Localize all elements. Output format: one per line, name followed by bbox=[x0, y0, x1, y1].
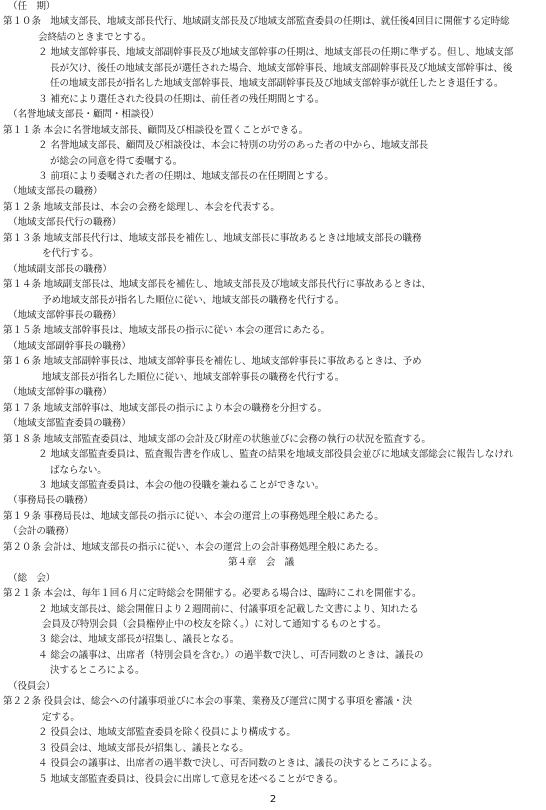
text-line: 第１９条 事務局長は、地域支部長の指示に従い、本会の運営上の事務処理全般にあたる。 bbox=[3, 510, 384, 522]
text-line: 定する。 bbox=[42, 711, 80, 723]
text-line: （地域支部長代行の職務） bbox=[8, 217, 122, 229]
text-line: を代行する。 bbox=[42, 248, 99, 260]
text-line: 第２０条 会計は、地域支部長の指示に従い、本会の運営上の会計事務処理全般にあたる。 bbox=[3, 541, 384, 553]
text-line: （名誉地域支部長・顧問・相談役） bbox=[8, 109, 160, 121]
text-line: ばならない。 bbox=[50, 464, 107, 476]
text-line: 長が欠け、後任の地域支部長が選任された場合、地域支部幹事長、地域支部副幹事長及び地域支部幹事は、後 bbox=[50, 62, 513, 74]
text-line: ５ 地域支部監査委員は、役員会に出席して意見を述べることができる。 bbox=[38, 773, 344, 785]
text-line: ３ 役員会は、地域支部長が招集し、議長となる。 bbox=[38, 742, 249, 754]
text-line: 任の地域支部長が指名した地域支部幹事長、地域支部副幹事長及び地域支部幹事が就任したとき退任する。 bbox=[50, 78, 504, 90]
text-line: 第１７条 地域支部幹事は、地域支部長の指示により本会の職務を分担する。 bbox=[3, 402, 327, 414]
text-line: 第１１条 本会に名誉地域支部長、顧問及び相談役を置くことができる。 bbox=[3, 124, 309, 136]
page-number: 2 bbox=[269, 794, 277, 805]
text-line: 予め地域支部長が指名した順位に従い、地域支部長の職務を代行する。 bbox=[42, 294, 345, 306]
text-line: ３ 総会は、地域支部長が招集し、議長となる。 bbox=[38, 634, 240, 646]
text-line: 地域支部長が指名した順位に従い、地域支部幹事長の職務を代行する。 bbox=[42, 371, 345, 383]
text-line: （地域支部長の職務） bbox=[8, 186, 103, 198]
text-line: ２ 地域支部幹事長、地域支部副幹事長及び地域支部幹事の任期は、地域支部長の任期に準ずる。但し、地域支部 bbox=[38, 47, 514, 59]
text-line: ２ 役員会は、地域支部監査委員を除く役員により構成する。 bbox=[38, 727, 296, 739]
text-line: ３ 地域支部監査委員は、本会の他の役職を兼ねることができない。 bbox=[38, 479, 325, 491]
text-line: 第１６条 地域支部副幹事長は、地域支部幹事長を補佐し、地域支部幹事長に事故あるときは、予め bbox=[3, 356, 422, 368]
text-line: 第２１条 本会は、毎年１回６月に定時総会を開催する。必要ある場合は、臨時にこれを開催する。 bbox=[3, 588, 422, 600]
text-line: 第１３条 地域支部長代行は、地域支部長を補佐し、地域支部長に事故あるときは地域支部長の職務 bbox=[3, 232, 422, 244]
text-line: （役員会） bbox=[8, 680, 56, 692]
text-line: ４ 総会の議事は、出席者（特別会員を含む。）の過半数で決し、可否同数のときは、議長の bbox=[38, 649, 424, 661]
text-line: （事務局長の職務） bbox=[8, 495, 93, 507]
text-line: ２ 地域支部長は、総会開催日より２週間前に、付議事項を記載した文書により、知れたる bbox=[38, 603, 419, 615]
text-line: 会員及び特別会員（会員権停止中の校友を除く。）に対して通知するものとする。 bbox=[42, 619, 387, 630]
text-line: ２ 名誉地域支部長、顧問及び相談役は、本会に特別の功労のあった者の中から、地域支部長 bbox=[38, 140, 428, 152]
text-line: 会終結のときまでとする。 bbox=[38, 31, 152, 43]
text-line: （会計の職務） bbox=[8, 526, 75, 538]
text-line: 第１２条 地域支部長は、本会の会務を総理し、本会を代表する。 bbox=[3, 201, 280, 213]
text-line: 第１５条 地域支部幹事長は、地域支部長の指示に従い 本会の運営にあたる。 bbox=[3, 325, 330, 337]
text-line: （任 期） bbox=[8, 1, 56, 12]
text-line: ４ 役員会の議事は、出席者の過半数で決し、可否同数のときは、議長の決するところによる。 bbox=[38, 758, 438, 770]
text-line: 決するところによる。 bbox=[50, 665, 145, 677]
text-line: （地域支部副幹事長の職務） bbox=[8, 340, 131, 352]
text-line: （地域副支部長の職務） bbox=[8, 263, 112, 275]
text-line: 第１８条 地域支部監査委員は、地域支部の会計及び財産の状態並びに会務の執行の状況を監査する。 bbox=[3, 433, 431, 445]
text-line: （総 会） bbox=[8, 572, 56, 584]
text-line: 第１０条 地域支部長、地域支部長代行、地域副支部長及び地域支部監査委員の任期は、就任後4回目に開催する定時総 bbox=[3, 16, 510, 28]
text-line: が総会の同意を得て委嘱する。 bbox=[50, 155, 183, 167]
text-line: ３ 前項により委嘱された者の任期は、地域支部長の在任期間とする。 bbox=[38, 170, 334, 182]
text-line: （地域支部幹事長の職務） bbox=[8, 310, 122, 321]
text-line: 第１４条 地域副支部長は、地域支部長を補佐し、地域支部長及び地域支部長代行に事故あるときは、 bbox=[3, 279, 431, 291]
text-line: 第２２条 役員会は、総会への付議事項並びに本会の事業、業務及び運営に関する事項を審議・決 bbox=[3, 696, 412, 708]
text-line: ２ 地域支部監査委員は、監査報告書を作成し、監査の結果を地域支部役員会並びに地域支部総会に報告しなけれ bbox=[38, 449, 514, 461]
text-line: （地域支部監査委員の職務） bbox=[8, 418, 131, 430]
text-line: ３ 補充により選任された役員の任期は、前任者の残任期間とする。 bbox=[38, 93, 325, 105]
text-line: （地域支部幹事の職務） bbox=[8, 387, 112, 399]
text-line: 第４章 会 議 bbox=[228, 557, 295, 569]
